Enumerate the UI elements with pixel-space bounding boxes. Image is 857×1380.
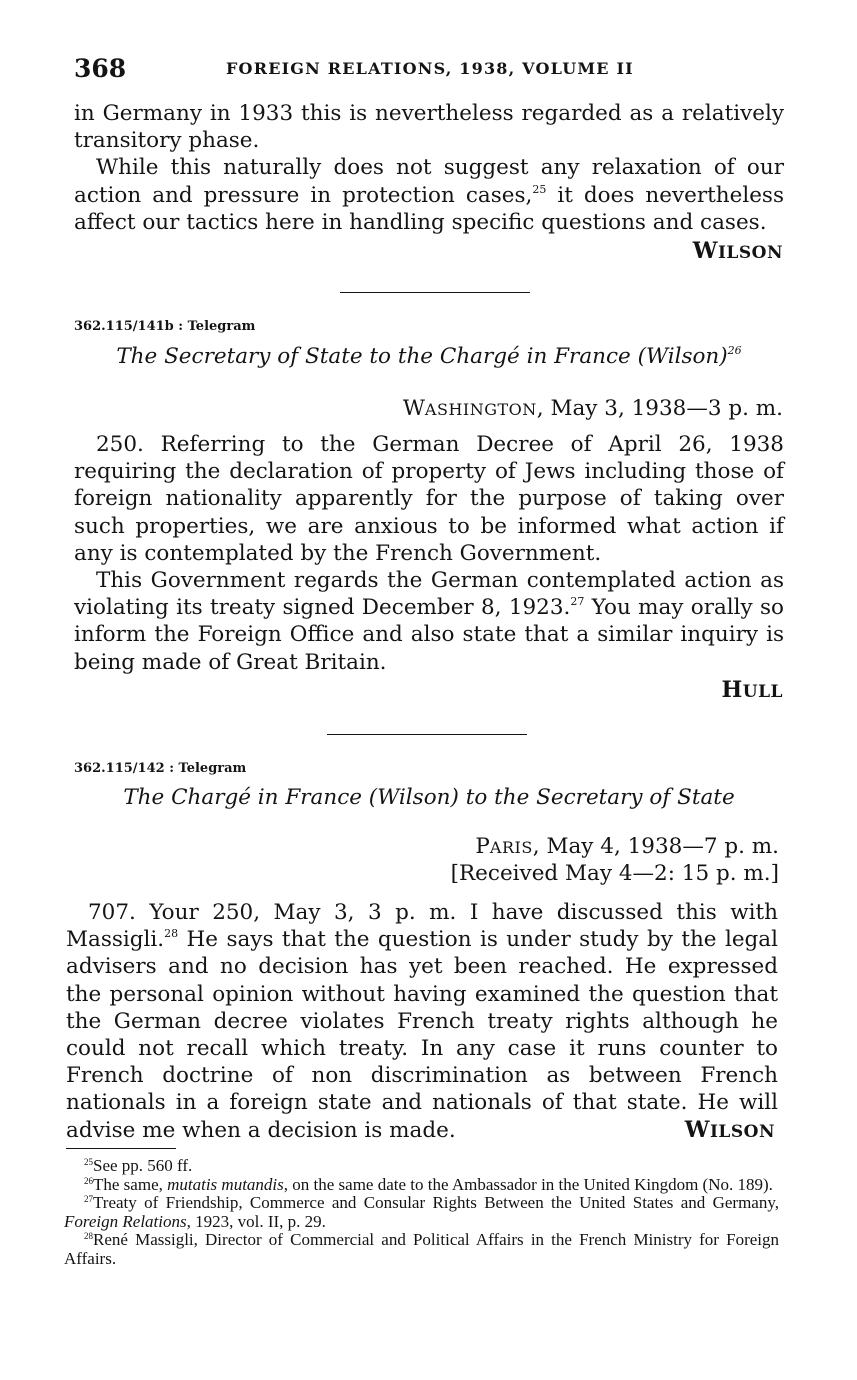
signature <box>721 677 783 703</box>
footnote <box>64 1176 779 1195</box>
date-text: , May 3, 1938—3 p. m. <box>536 396 783 421</box>
footnote-text: , 1923, vol. II, p. 29. <box>186 1211 326 1231</box>
footnote <box>64 1231 779 1268</box>
body-paragraph <box>66 899 778 1144</box>
continuation-text <box>74 100 784 236</box>
footnote-number: 27 <box>84 1194 93 1204</box>
continuation-paragraph: in Germany in 1933 this is nevertheless regarded as a relatively transitory phase. <box>74 101 784 154</box>
section-divider <box>340 292 530 293</box>
heading-text: The Secretary of State to the Chargé in France (Wilson) <box>116 344 728 369</box>
footnote-ref: 27 <box>570 595 585 609</box>
body-paragraph <box>74 567 784 676</box>
footnote-number: 28 <box>84 1231 93 1241</box>
text-run: it does nevertheless affect our tactics here in handling specific questions and cases. <box>74 182 784 235</box>
continuation-paragraph <box>74 154 784 236</box>
signature-rest: ULL <box>742 682 783 702</box>
document-reference: 362.115/142 : Telegram <box>74 761 247 776</box>
footnote-number: 26 <box>84 1175 93 1186</box>
text-run: This Government regards the German contemplated action as violating its treaty signed December 8, 1923. <box>74 568 784 621</box>
document-heading: The Chargé in France (Wilson) to the Secretary of State <box>123 785 735 810</box>
footnote-ref: 28 <box>164 927 179 941</box>
received-line: [Received May 4—2: 15 p. m.] <box>450 861 779 886</box>
text-run: While this naturally does not suggest any relaxation of our action and pressure in protection cases, <box>74 155 784 208</box>
footnote-number: 25 <box>84 1157 93 1167</box>
running-head <box>74 54 784 84</box>
footnote-text: René Massigli, Director of Commercial and Political Affairs in the French Ministry for Foreign Affairs. <box>64 1230 779 1268</box>
footnote-italic: mutatis mutandis <box>167 1174 284 1194</box>
signature <box>685 1117 775 1143</box>
signature-initial: H <box>721 677 743 703</box>
signature-rest: ILSON <box>717 243 783 263</box>
place-rest: ARIS <box>489 838 533 857</box>
text-run: He says that the question is under study by the legal advisers and no decision has yet been reached. He expressed the personal opinion without having examined the question that the German decree violates French treaty rights although he could not recall which treaty. In any case it runs counter to French doctrine of non discrimination as between French nationals in a foreign state and nationals of that state. He will advise me when a decision is made. <box>66 927 778 1143</box>
footnote-text: The same, <box>93 1174 168 1194</box>
page-number: 368 <box>74 54 127 83</box>
text-run: 707. Your 250, May 3, 3 p. m. I have discussed this with Massigli. <box>66 900 778 953</box>
telegram-body <box>66 899 778 1144</box>
footnote-ref: 25 <box>532 182 547 196</box>
signature-initial: W <box>684 1117 710 1143</box>
dateline <box>403 396 783 421</box>
footnotes <box>64 1157 779 1268</box>
footnote-ref: 26 <box>727 344 742 357</box>
footnote-divider <box>66 1148 176 1149</box>
signature <box>693 238 783 264</box>
document-reference: 362.115/141b : Telegram <box>74 319 256 334</box>
footnote-text: See pp. 560 ff. <box>93 1156 193 1175</box>
text-run: You may orally so inform the Foreign Office and also state that a similar inquiry is being made of Great Britain. <box>74 595 784 675</box>
place-initial: W <box>402 396 425 421</box>
signature-rest: ILSON <box>709 1122 775 1142</box>
footnote <box>64 1194 779 1231</box>
section-divider <box>327 734 527 735</box>
footnote-text: , on the same date to the Ambassador in the United Kingdom (No. 189). <box>283 1174 773 1194</box>
signature-initial: W <box>692 238 718 264</box>
place-initial: P <box>475 834 490 859</box>
document-heading <box>74 344 784 369</box>
footnote-text: Treaty of Friendship, Commerce and Consular Rights Between the United States and Germany, <box>93 1193 779 1212</box>
telegram-body <box>74 431 784 676</box>
footnote <box>64 1157 779 1176</box>
running-title: FOREIGN RELATIONS, 1938, VOLUME II <box>226 59 634 78</box>
date-text: , May 4, 1938—7 p. m. <box>532 834 779 859</box>
dateline <box>475 834 779 859</box>
footnote-italic: Foreign Relations <box>64 1211 187 1231</box>
place-rest: ASHINGTON <box>424 400 537 419</box>
body-paragraph: 250. Referring to the German Decree of April 26, 1938 requiring the declaration of property of Jews including those of foreign nationality apparently for the purpose of taking over such properties, we are anxious to be informed what action if any is contemplated by the French Government. <box>74 432 784 566</box>
